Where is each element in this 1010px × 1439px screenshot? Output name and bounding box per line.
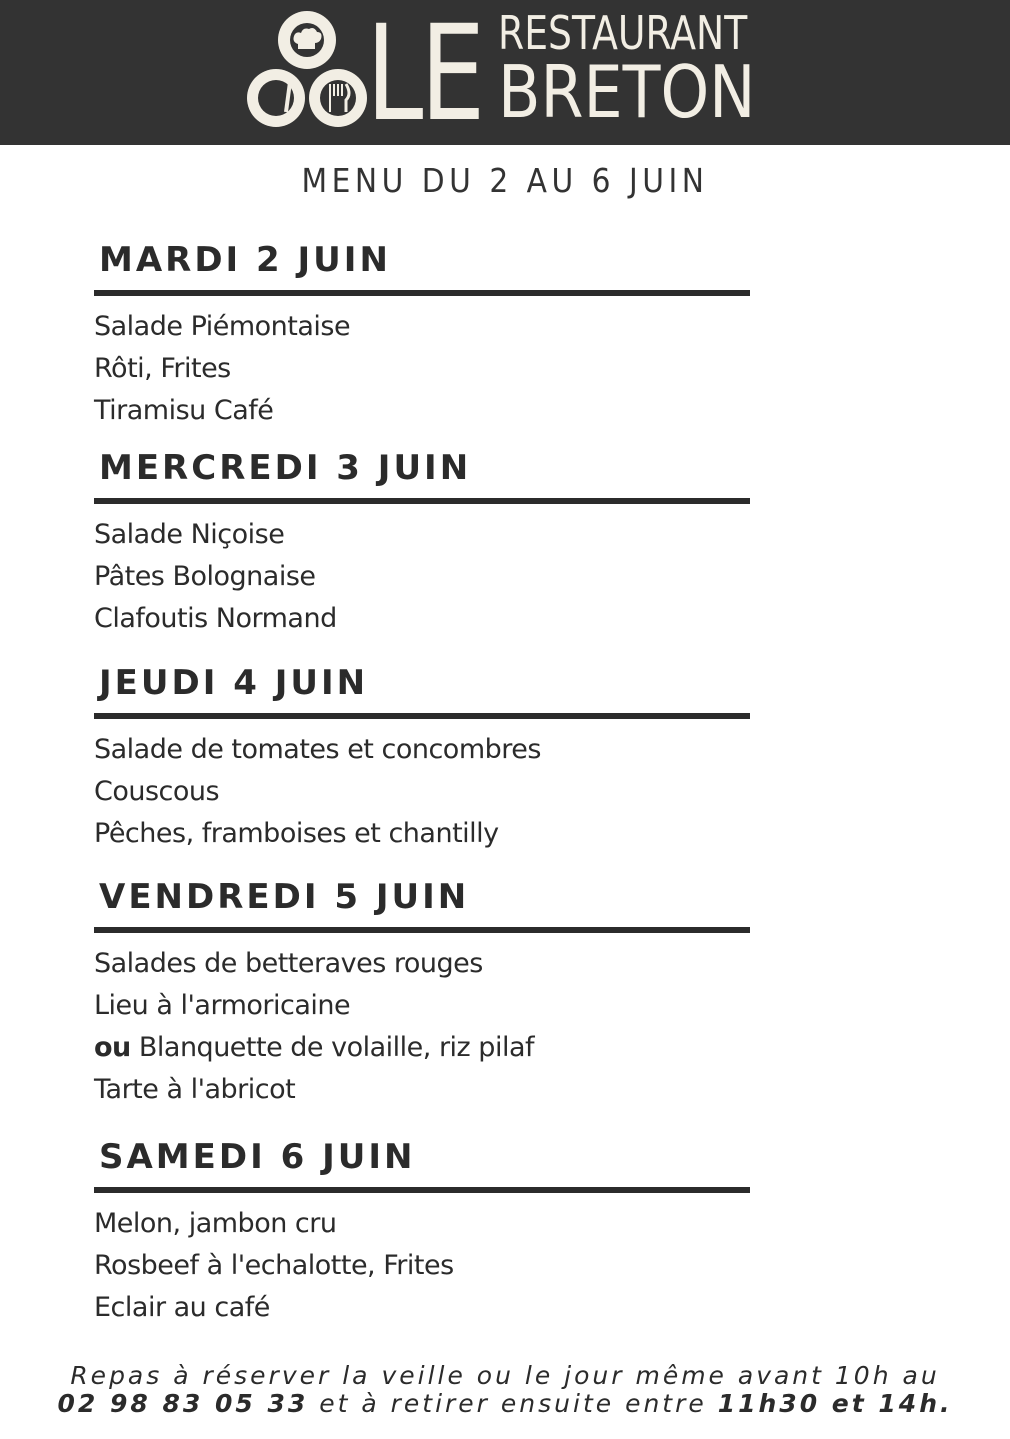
divider	[94, 290, 750, 296]
day-heading: MARDI 2 JUIN	[99, 240, 391, 280]
day-section-mardi	[94, 240, 754, 432]
logo-breton-text: BRETON	[498, 50, 756, 134]
menu-item: Eclair au café	[94, 1292, 270, 1323]
menu-item: Tarte à l'abricot	[94, 1074, 296, 1105]
phone-number: 02 98 83 05 33	[57, 1389, 309, 1418]
day-heading: MERCREDI 3 JUIN	[99, 448, 472, 488]
menu-item	[94, 1027, 754, 1069]
day-heading: JEUDI 4 JUIN	[99, 663, 369, 703]
reservation-line-2	[0, 1390, 1010, 1418]
header-banner	[0, 0, 1010, 151]
menu-item: Lieu à l'armoricaine	[94, 990, 351, 1021]
pickup-hours: 11h30 et 14h.	[717, 1389, 953, 1418]
menu-item: Tiramisu Café	[94, 395, 274, 426]
day-section-vendredi	[94, 877, 754, 1111]
logo-le-text: LE	[366, 0, 483, 151]
menu-item: Clafoutis Normand	[94, 603, 337, 634]
menu-item: Pâtes Bolognaise	[94, 561, 316, 592]
alternative-prefix: ou	[94, 1032, 131, 1063]
menu-item: Pêches, framboises et chantilly	[94, 818, 499, 849]
day-heading: VENDREDI 5 JUIN	[99, 877, 470, 917]
menu-item: Salade Niçoise	[94, 519, 285, 550]
logo-restaurant-text: RESTAURANT	[498, 6, 748, 60]
menu-item-text: Blanquette de volaille, riz pilaf	[138, 1032, 534, 1063]
reservation-line-1: Repas à réserver la veille ou le jour même avant 10h au	[70, 1361, 940, 1390]
day-section-samedi	[94, 1137, 754, 1329]
menu-item: Salade de tomates et concombres	[94, 734, 541, 765]
divider	[94, 713, 750, 719]
divider	[94, 927, 750, 933]
divider	[94, 1187, 750, 1193]
menu-item: Salade Piémontaise	[94, 311, 351, 342]
menu-item: Melon, jambon cru	[94, 1208, 337, 1239]
pickup-text: et à retirer ensuite entre	[319, 1389, 707, 1418]
menu-item: Salades de betteraves rouges	[94, 948, 483, 979]
menu-title: MENU DU 2 AU 6 JUIN	[301, 161, 709, 200]
restaurant-logo-icon	[246, 10, 368, 132]
reservation-note	[0, 1362, 1010, 1418]
day-section-jeudi	[94, 663, 754, 855]
day-heading: SAMEDI 6 JUIN	[99, 1137, 416, 1177]
menu-item: Couscous	[94, 776, 220, 807]
menu-item: Rosbeef à l'echalotte, Frites	[94, 1250, 454, 1281]
divider	[94, 498, 750, 504]
day-section-mercredi	[94, 448, 754, 640]
menu-item: Rôti, Frites	[94, 353, 231, 384]
